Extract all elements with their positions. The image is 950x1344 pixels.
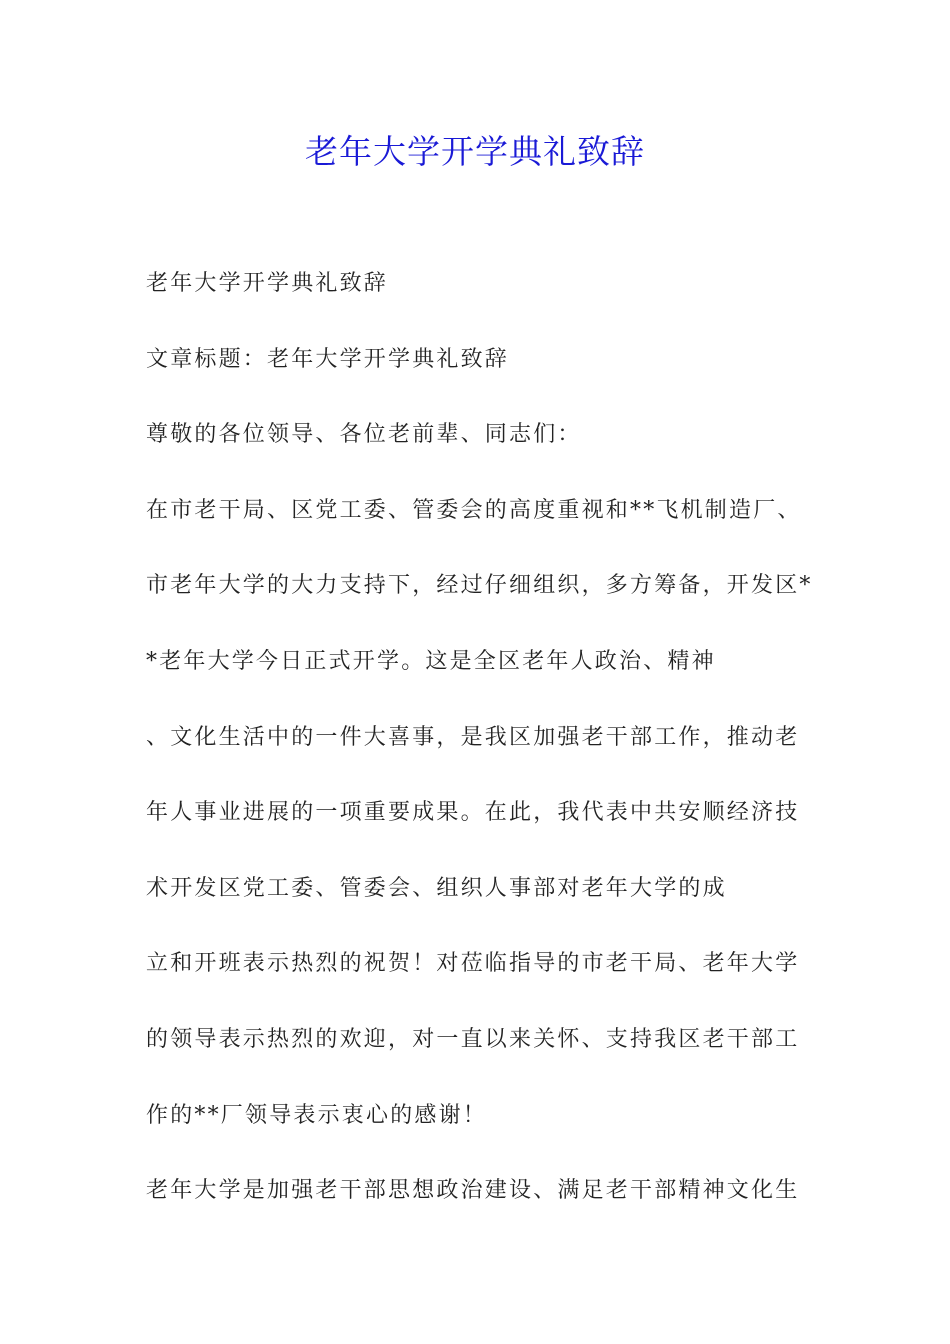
text-line: 老年大学开学典礼致辞	[146, 271, 389, 296]
text-line: 作的**厂领导表示衷心的感谢！	[146, 1102, 488, 1128]
text-line: 立和开班表示热烈的祝贺！对莅临指导的市老干局、老年大学	[146, 951, 800, 977]
text-line: 的领导表示热烈的欢迎，对一直以来关怀、支持我区老干部工	[146, 1026, 800, 1052]
text-line: *老年大学今日正式开学。这是全区老年人政治、精神	[146, 648, 716, 674]
text-line: 老年大学是加强老干部思想政治建设、满足老干部精神文化生	[146, 1178, 800, 1204]
document-body	[146, 262, 826, 1245]
text-line: 术开发区党工委、管委会、组织人事部对老年大学的成	[146, 875, 727, 901]
text-line: 文章标题：老年大学开学典礼致辞	[146, 346, 510, 372]
text-line: 、文化生活中的一件大喜事，是我区加强老干部工作，推动老	[146, 724, 800, 750]
text-line: 年人事业进展的一项重要成果。在此，我代表中共安顺经济技	[146, 800, 800, 826]
text-line: 在市老干局、区党工委、管委会的高度重视和**飞机制造厂、	[146, 497, 802, 523]
text-line: 市老年大学的大力支持下，经过仔细组织，多方筹备，开发区*	[146, 573, 813, 599]
document-title: 老年大学开学典礼致辞	[305, 132, 645, 171]
text-line: 尊敬的各位领导、各位老前辈、同志们：	[146, 422, 582, 448]
